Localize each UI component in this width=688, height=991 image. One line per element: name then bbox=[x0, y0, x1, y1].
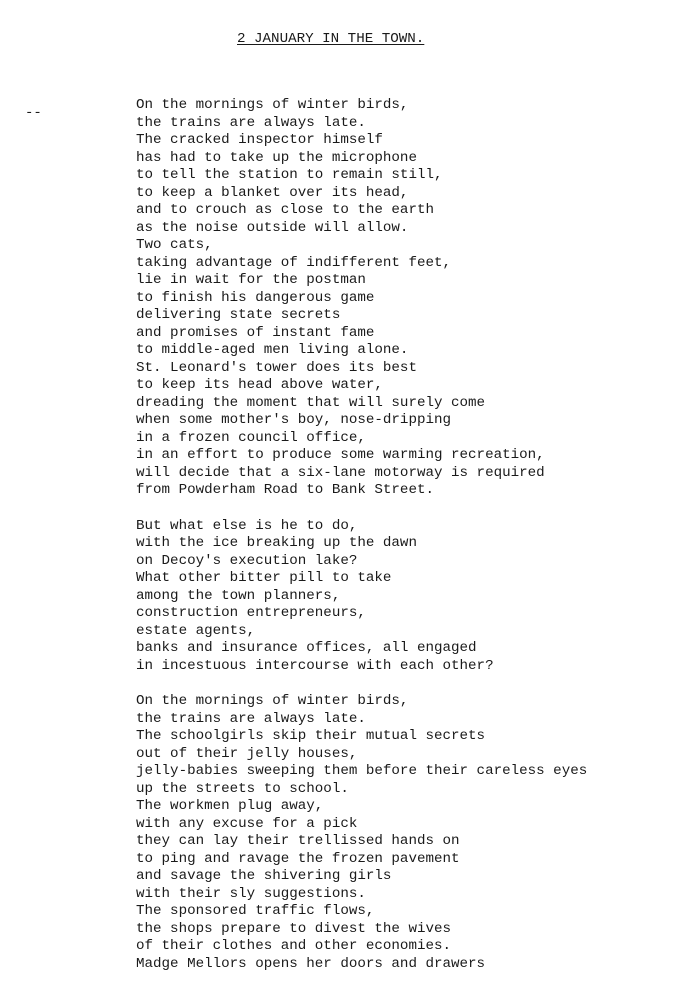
poem-line: and promises of instant fame bbox=[136, 324, 375, 341]
poem-line: as the noise outside will allow. bbox=[136, 219, 409, 236]
poem-line: to ping and ravage the frozen pavement bbox=[136, 850, 460, 867]
poem-line: up the streets to school. bbox=[136, 780, 349, 797]
stanza-2 bbox=[136, 518, 681, 676]
poem-line: jelly-babies sweeping them before their careless eyes bbox=[136, 763, 588, 779]
poem-line: when some mother's boy, nose-dripping bbox=[136, 412, 452, 428]
poem-line: taking advantage of indifferent feet, bbox=[136, 254, 452, 271]
poem-line: they can lay their trellissed hands on bbox=[136, 833, 460, 849]
poem-line: with their sly suggestions. bbox=[136, 885, 366, 902]
poem-line: to tell the station to remain still, bbox=[136, 167, 443, 183]
poem-line: with the ice breaking up the dawn bbox=[136, 535, 417, 551]
margin-dash-mark: -- bbox=[25, 105, 42, 121]
poem-line: will decide that a six-lane motorway is required bbox=[136, 464, 545, 481]
poem-line: in a frozen council office, bbox=[136, 429, 366, 446]
poem-line: construction entrepreneurs, bbox=[136, 605, 366, 621]
poem-line: with any excuse for a pick bbox=[136, 815, 358, 832]
poem-line: lie in wait for the postman bbox=[136, 272, 366, 288]
poem-line: The sponsored traffic flows, bbox=[136, 903, 375, 919]
poem-line: in incestuous intercourse with each other? bbox=[136, 657, 494, 674]
poem-line: dreading the moment that will surely come bbox=[136, 394, 486, 411]
poem-line: the trains are always late. bbox=[136, 114, 366, 131]
poem-line: to keep a blanket over its head, bbox=[136, 184, 409, 201]
poem-line: in an effort to produce some warming recreation, bbox=[136, 447, 545, 463]
poem-line: What other bitter pill to take bbox=[136, 570, 392, 586]
poem-line: The schoolgirls skip their mutual secrets bbox=[136, 728, 486, 744]
poem-line: out of their jelly houses, bbox=[136, 745, 358, 762]
poem-line: from Powderham Road to Bank Street. bbox=[136, 482, 434, 498]
poem-body bbox=[136, 97, 681, 991]
stanza-3 bbox=[136, 693, 681, 973]
poem-line: the shops prepare to divest the wives bbox=[136, 920, 452, 937]
poem-line: St. Leonard's tower does its best bbox=[136, 359, 417, 376]
poem-line: among the town planners, bbox=[136, 587, 341, 604]
stanza-1 bbox=[136, 97, 681, 500]
poem-line: Madge Mellors opens her doors and drawers bbox=[136, 955, 486, 972]
poem-line: has had to take up the microphone bbox=[136, 149, 417, 166]
poem-line: and savage the shivering girls bbox=[136, 868, 392, 884]
poem-line: But what else is he to do, bbox=[136, 517, 358, 534]
poem-line: The cracked inspector himself bbox=[136, 132, 383, 148]
poem-line: and to crouch as close to the earth bbox=[136, 202, 434, 218]
poem-line: on Decoy's execution lake? bbox=[136, 552, 358, 569]
poem-line: delivering state secrets bbox=[136, 307, 341, 323]
poem-line: the trains are always late. bbox=[136, 710, 366, 727]
poem-line: of their clothes and other economies. bbox=[136, 938, 452, 954]
poem-line: to finish his dangerous game bbox=[136, 289, 375, 306]
poem-line: to keep its head above water, bbox=[136, 377, 383, 393]
page-title: 2 JANUARY IN THE TOWN. bbox=[237, 31, 425, 47]
poem-line: Two cats, bbox=[136, 237, 213, 253]
poem-line: The workmen plug away, bbox=[136, 798, 324, 814]
poem-line: On the mornings of winter birds, bbox=[136, 693, 409, 709]
poem-line: banks and insurance offices, all engaged bbox=[136, 640, 477, 656]
poem-line: to middle-aged men living alone. bbox=[136, 342, 409, 358]
poem-line: On the mornings of winter birds, bbox=[136, 97, 409, 113]
poem-line: estate agents, bbox=[136, 622, 256, 639]
